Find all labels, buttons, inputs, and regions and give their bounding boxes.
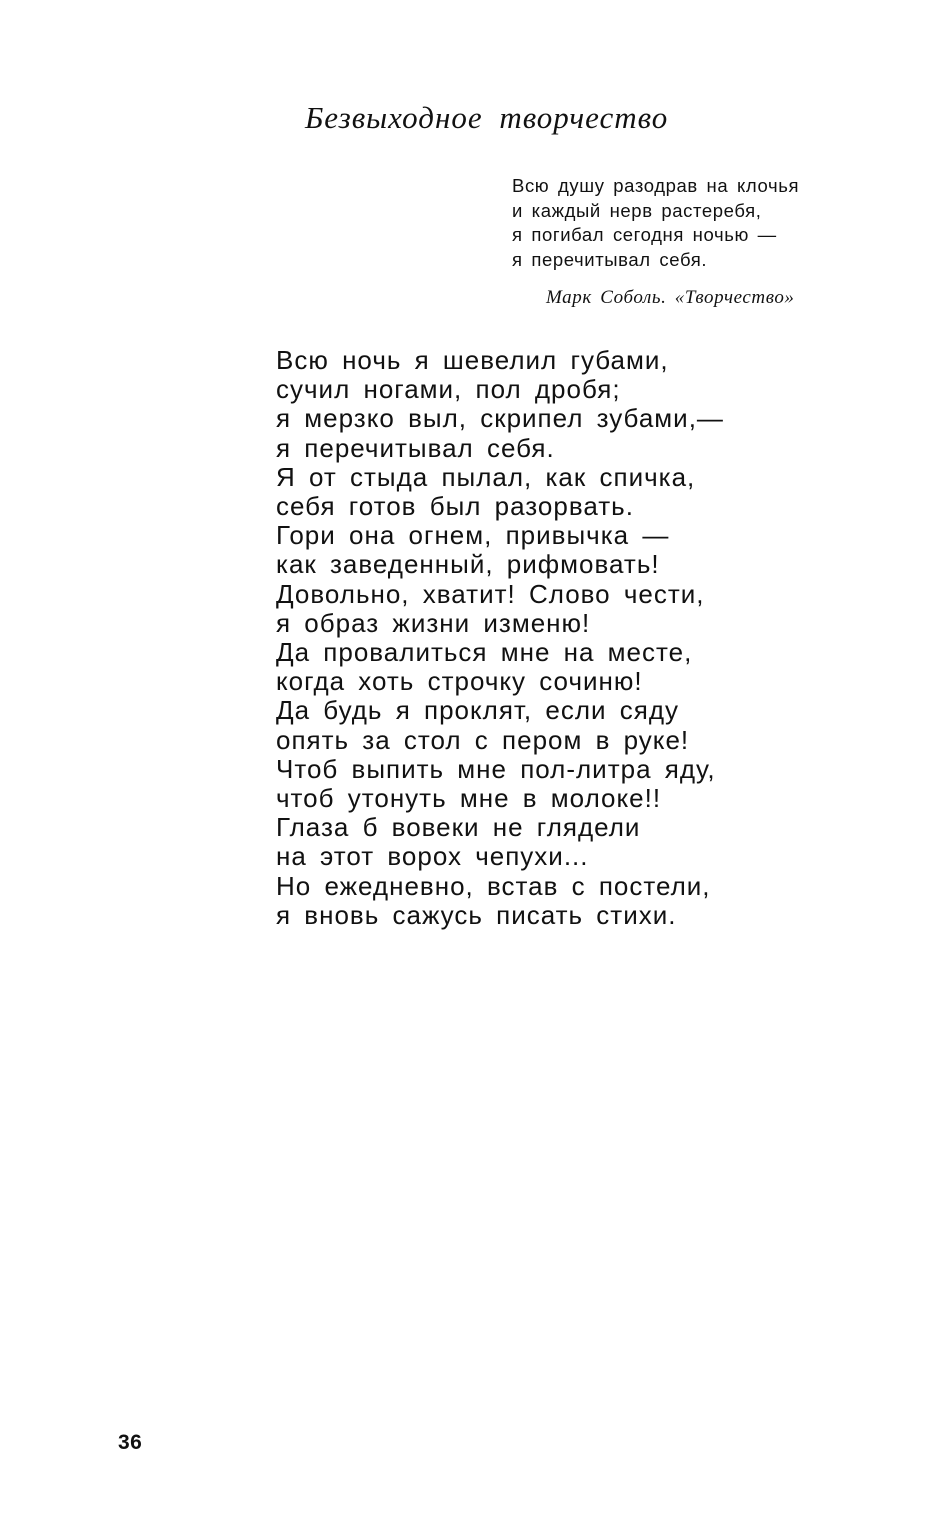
poem-line: Чтоб выпить мне пол-литра яду, (276, 753, 716, 784)
epigraph (512, 174, 872, 308)
poem-line: я вновь сажусь писать стихи. (276, 899, 677, 930)
poem-line: опять за стол с пером в руке! (276, 724, 690, 755)
poem-body (276, 346, 724, 930)
poem-title: Безвыходное творчество (305, 100, 669, 135)
epigraph-source: Марк Соболь. «Творчество» (546, 287, 795, 308)
poem-line: Да будь я проклят, если сяду (276, 695, 680, 726)
poem-line: когда хоть строчку сочиню! (276, 666, 643, 697)
poem-line: себя готов был разорвать. (276, 491, 634, 522)
epigraph-line: и каждый нерв растеребя, (512, 199, 762, 221)
epigraph-line: я перечитывал себя. (512, 248, 708, 270)
poem-line: как заведенный, рифмовать! (276, 549, 660, 580)
poem-line: чтоб утонуть мне в молоке!! (276, 783, 662, 814)
poem-line: Всю ночь я шевелил губами, (276, 345, 669, 375)
poem-line: сучил ногами, пол дробя; (276, 374, 621, 405)
epigraph-line: Всю душу разодрав на клочья (512, 175, 800, 196)
poem-line: на этот ворох чепухи... (276, 841, 589, 872)
poem-line: Но ежедневно, встав с постели, (276, 870, 711, 901)
epigraph-lines (512, 174, 872, 272)
poem-line: Да провалиться мне на месте, (276, 637, 693, 668)
poem-line: я образ жизни изменю! (276, 607, 591, 638)
poem-line: Глаза б вовеки не глядели (276, 812, 641, 843)
poem-line: я перечитывал себя. (276, 432, 555, 463)
page-number: 36 (118, 1431, 143, 1454)
poem-line: Гори она огнем, привычка — (276, 520, 670, 551)
poem-line: Довольно, хватит! Слово чести, (276, 578, 705, 609)
epigraph-line: я погибал сегодня ночью — (512, 224, 777, 245)
poem-line: я мерзко выл, скрипел зубами,— (276, 403, 724, 434)
poem-line: Я от стыда пылал, как спичка, (276, 461, 696, 492)
